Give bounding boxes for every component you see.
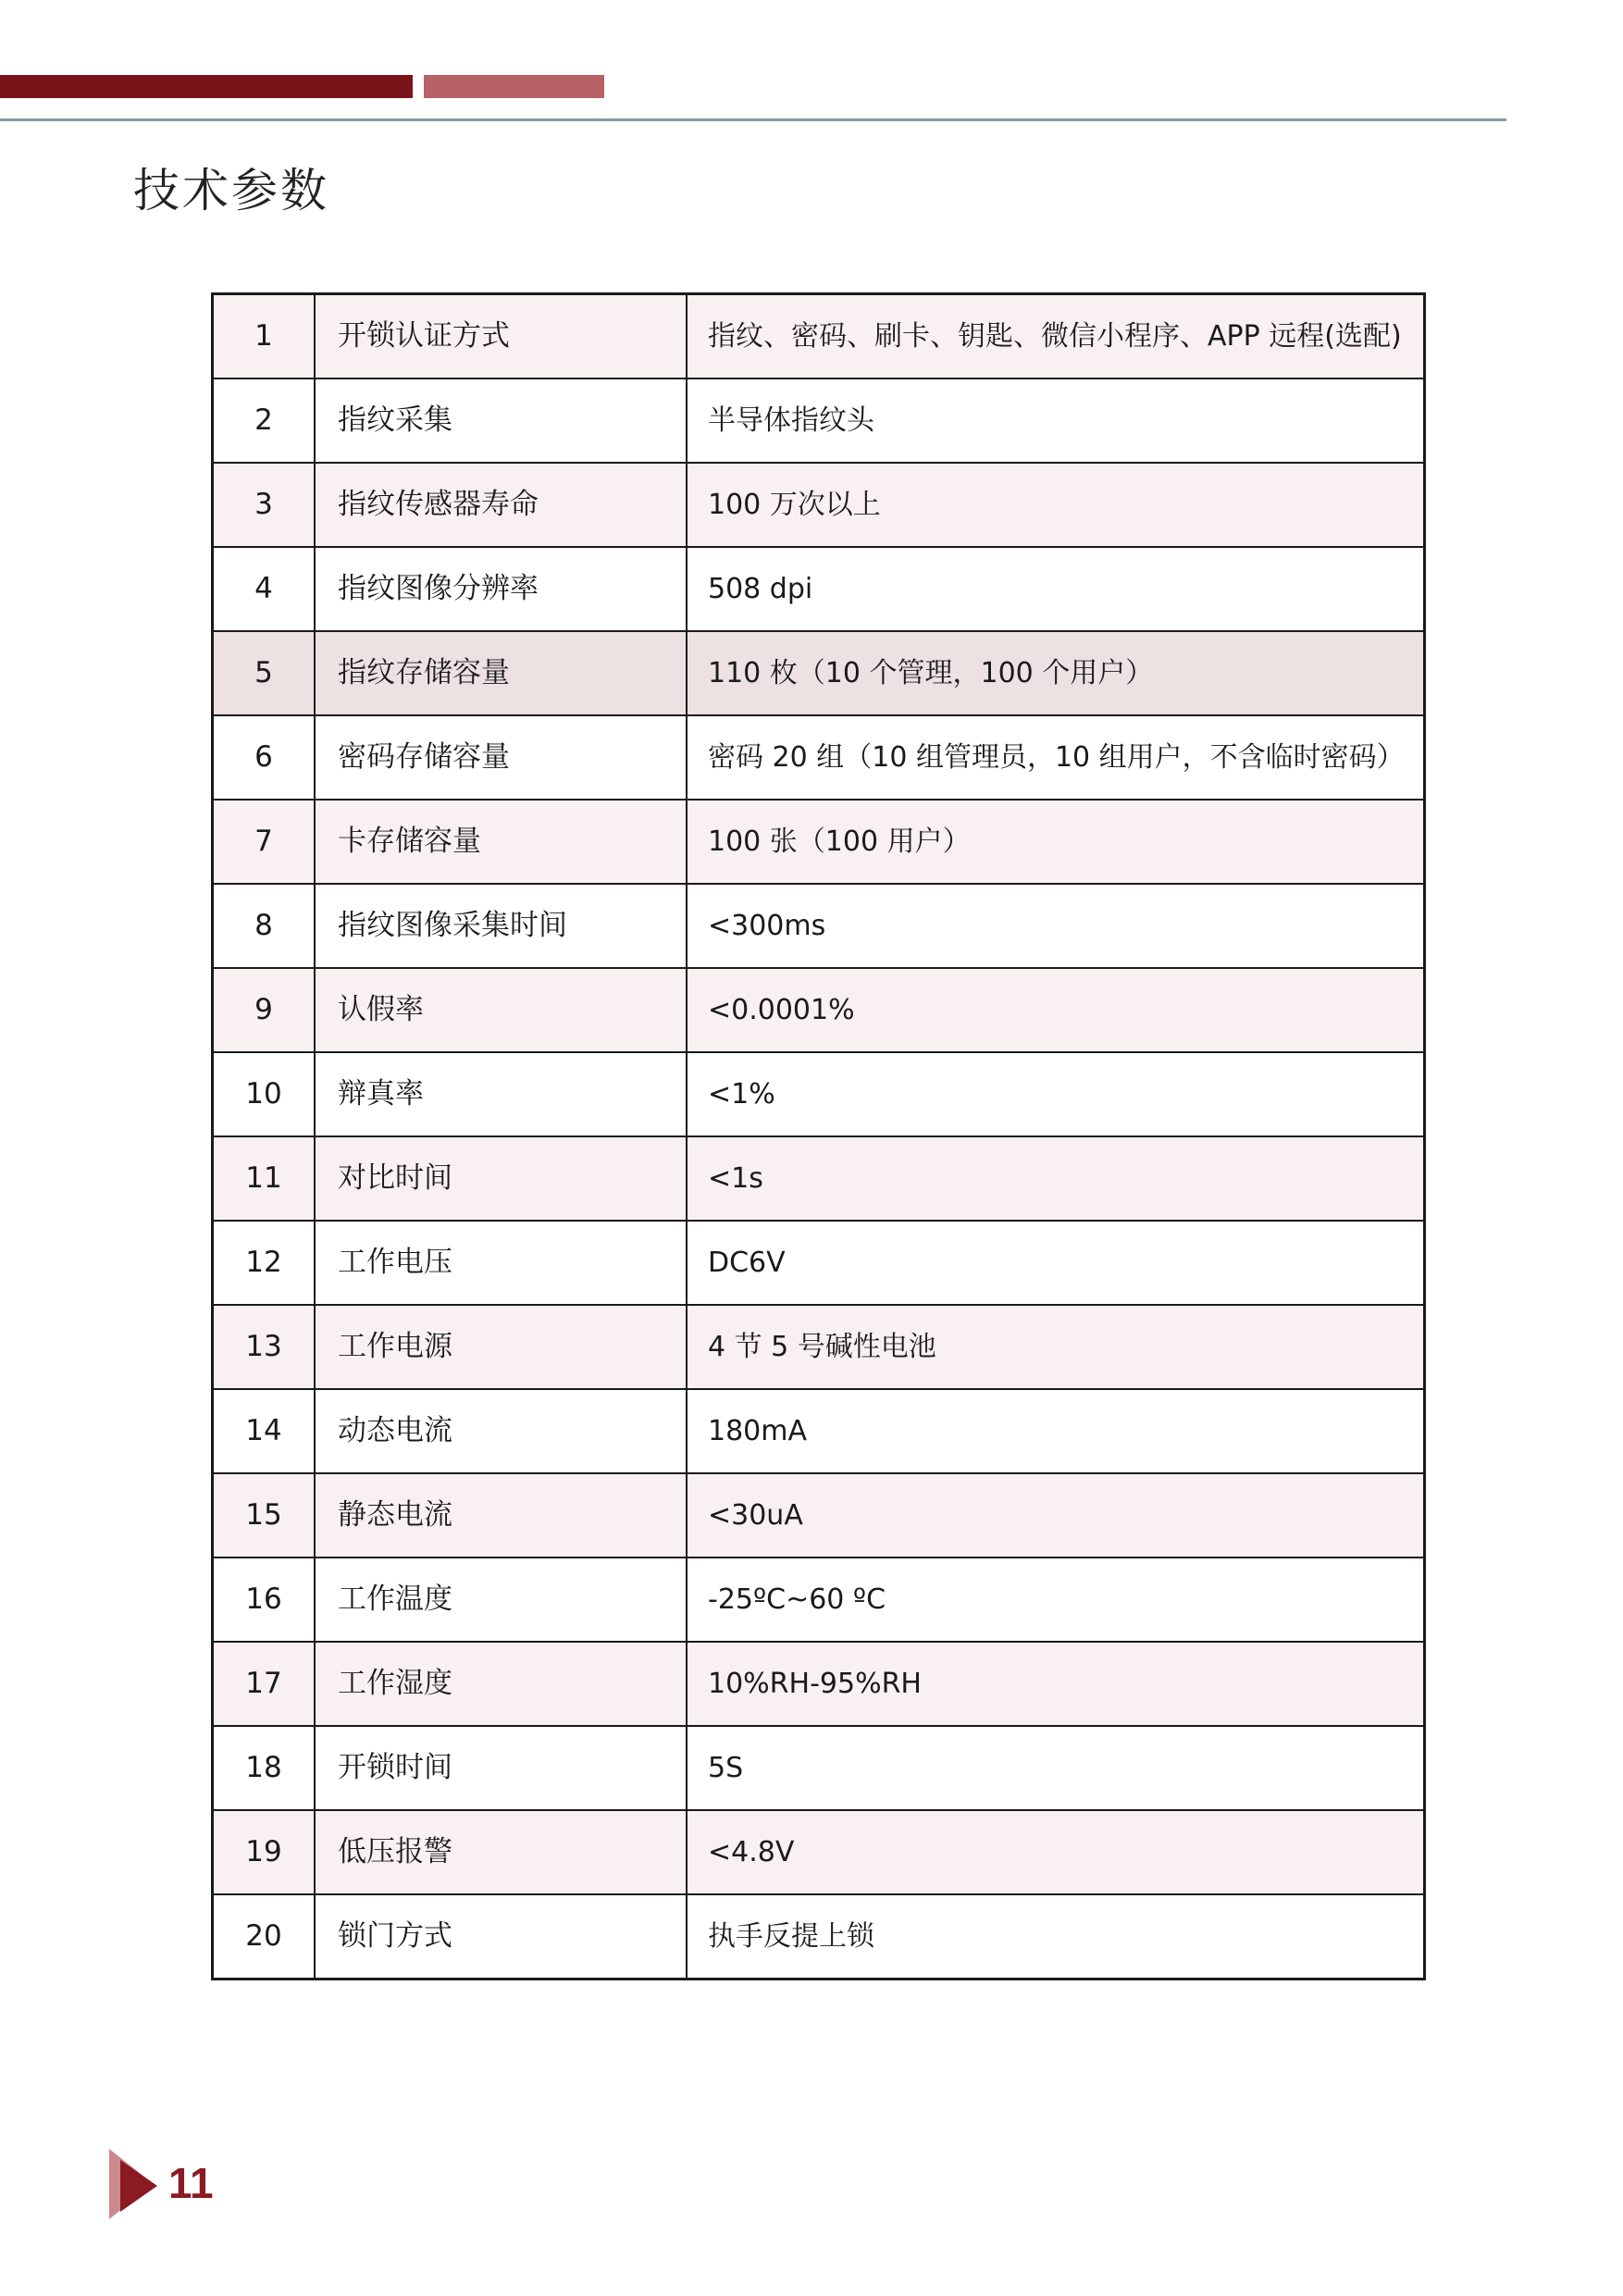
row-number: 8	[213, 884, 316, 968]
spec-name: 静态电流	[315, 1473, 687, 1558]
spec-name: 辩真率	[315, 1052, 687, 1136]
spec-name: 工作电源	[315, 1305, 687, 1389]
table-row	[213, 1894, 1425, 1980]
spec-value: 180mA	[687, 1389, 1425, 1473]
spec-name: 指纹图像采集时间	[315, 884, 687, 968]
row-number: 4	[213, 547, 316, 631]
table-row	[213, 1810, 1425, 1894]
table-row	[213, 1221, 1425, 1305]
table-row	[213, 379, 1425, 463]
spec-value: <30uA	[687, 1473, 1425, 1558]
row-number: 15	[213, 1473, 316, 1558]
spec-value: 110 枚（10 个管理，100 个用户）	[687, 631, 1425, 715]
spec-name: 指纹图像分辨率	[315, 547, 687, 631]
table-row	[213, 1642, 1425, 1726]
row-number: 1	[213, 294, 316, 379]
row-number: 19	[213, 1810, 316, 1894]
table-row	[213, 1052, 1425, 1136]
row-number: 14	[213, 1389, 316, 1473]
row-number: 10	[213, 1052, 316, 1136]
row-number: 5	[213, 631, 316, 715]
spec-name: 锁门方式	[315, 1894, 687, 1980]
table-row	[213, 1136, 1425, 1221]
row-number: 9	[213, 968, 316, 1052]
table-row	[213, 1305, 1425, 1389]
row-number: 2	[213, 379, 316, 463]
spec-value: <1s	[687, 1136, 1425, 1221]
row-number: 7	[213, 800, 316, 884]
header-accent-bar-light	[424, 75, 604, 98]
table-row	[213, 715, 1425, 800]
spec-table	[211, 292, 1426, 1980]
table-row	[213, 463, 1425, 547]
page-number: 11	[168, 2159, 214, 2207]
row-number: 16	[213, 1558, 316, 1642]
table-row	[213, 1726, 1425, 1810]
row-number: 3	[213, 463, 316, 547]
spec-name: 认假率	[315, 968, 687, 1052]
spec-value: 半导体指纹头	[687, 379, 1425, 463]
table-row	[213, 1389, 1425, 1473]
spec-value: 100 万次以上	[687, 463, 1425, 547]
spec-name: 低压报警	[315, 1810, 687, 1894]
spec-value: 10%RH-95%RH	[687, 1642, 1425, 1726]
row-number: 6	[213, 715, 316, 800]
spec-name: 密码存储容量	[315, 715, 687, 800]
spec-value: 5S	[687, 1726, 1425, 1810]
spec-value: <4.8V	[687, 1810, 1425, 1894]
table-row	[213, 884, 1425, 968]
spec-name: 卡存储容量	[315, 800, 687, 884]
row-number: 12	[213, 1221, 316, 1305]
spec-value: -25ºC~60 ºC	[687, 1558, 1425, 1642]
spec-value: <1%	[687, 1052, 1425, 1136]
spec-value: 密码 20 组（10 组管理员，10 组用户，不含临时密码）	[687, 715, 1425, 800]
spec-value: DC6V	[687, 1221, 1425, 1305]
spec-name: 指纹存储容量	[315, 631, 687, 715]
spec-value: 执手反提上锁	[687, 1894, 1425, 1980]
page-marker-icon	[105, 2147, 161, 2221]
row-number: 11	[213, 1136, 316, 1221]
row-number: 20	[213, 1894, 316, 1980]
row-number: 18	[213, 1726, 316, 1810]
row-number: 17	[213, 1642, 316, 1726]
spec-name: 指纹传感器寿命	[315, 463, 687, 547]
spec-value: 100 张（100 用户）	[687, 800, 1425, 884]
spec-name: 对比时间	[315, 1136, 687, 1221]
spec-value: 指纹、密码、刷卡、钥匙、微信小程序、APP 远程(选配)	[687, 294, 1425, 379]
spec-value: <0.0001%	[687, 968, 1425, 1052]
spec-name: 工作温度	[315, 1558, 687, 1642]
table-row	[213, 294, 1425, 379]
row-number: 13	[213, 1305, 316, 1389]
spec-value: 4 节 5 号碱性电池	[687, 1305, 1425, 1389]
spec-name: 工作湿度	[315, 1642, 687, 1726]
table-row-highlighted	[213, 631, 1425, 715]
header-accent-bar-dark	[0, 75, 413, 98]
table-row	[213, 547, 1425, 631]
table-row	[213, 968, 1425, 1052]
spec-value: 508 dpi	[687, 547, 1425, 631]
spec-name: 动态电流	[315, 1389, 687, 1473]
spec-name: 开锁认证方式	[315, 294, 687, 379]
page-title: 技术参数	[133, 164, 329, 217]
header-divider	[0, 118, 1506, 121]
spec-name: 指纹采集	[315, 379, 687, 463]
table-row	[213, 1558, 1425, 1642]
table-row	[213, 800, 1425, 884]
spec-name: 工作电压	[315, 1221, 687, 1305]
table-row	[213, 1473, 1425, 1558]
spec-value: <300ms	[687, 884, 1425, 968]
spec-name: 开锁时间	[315, 1726, 687, 1810]
